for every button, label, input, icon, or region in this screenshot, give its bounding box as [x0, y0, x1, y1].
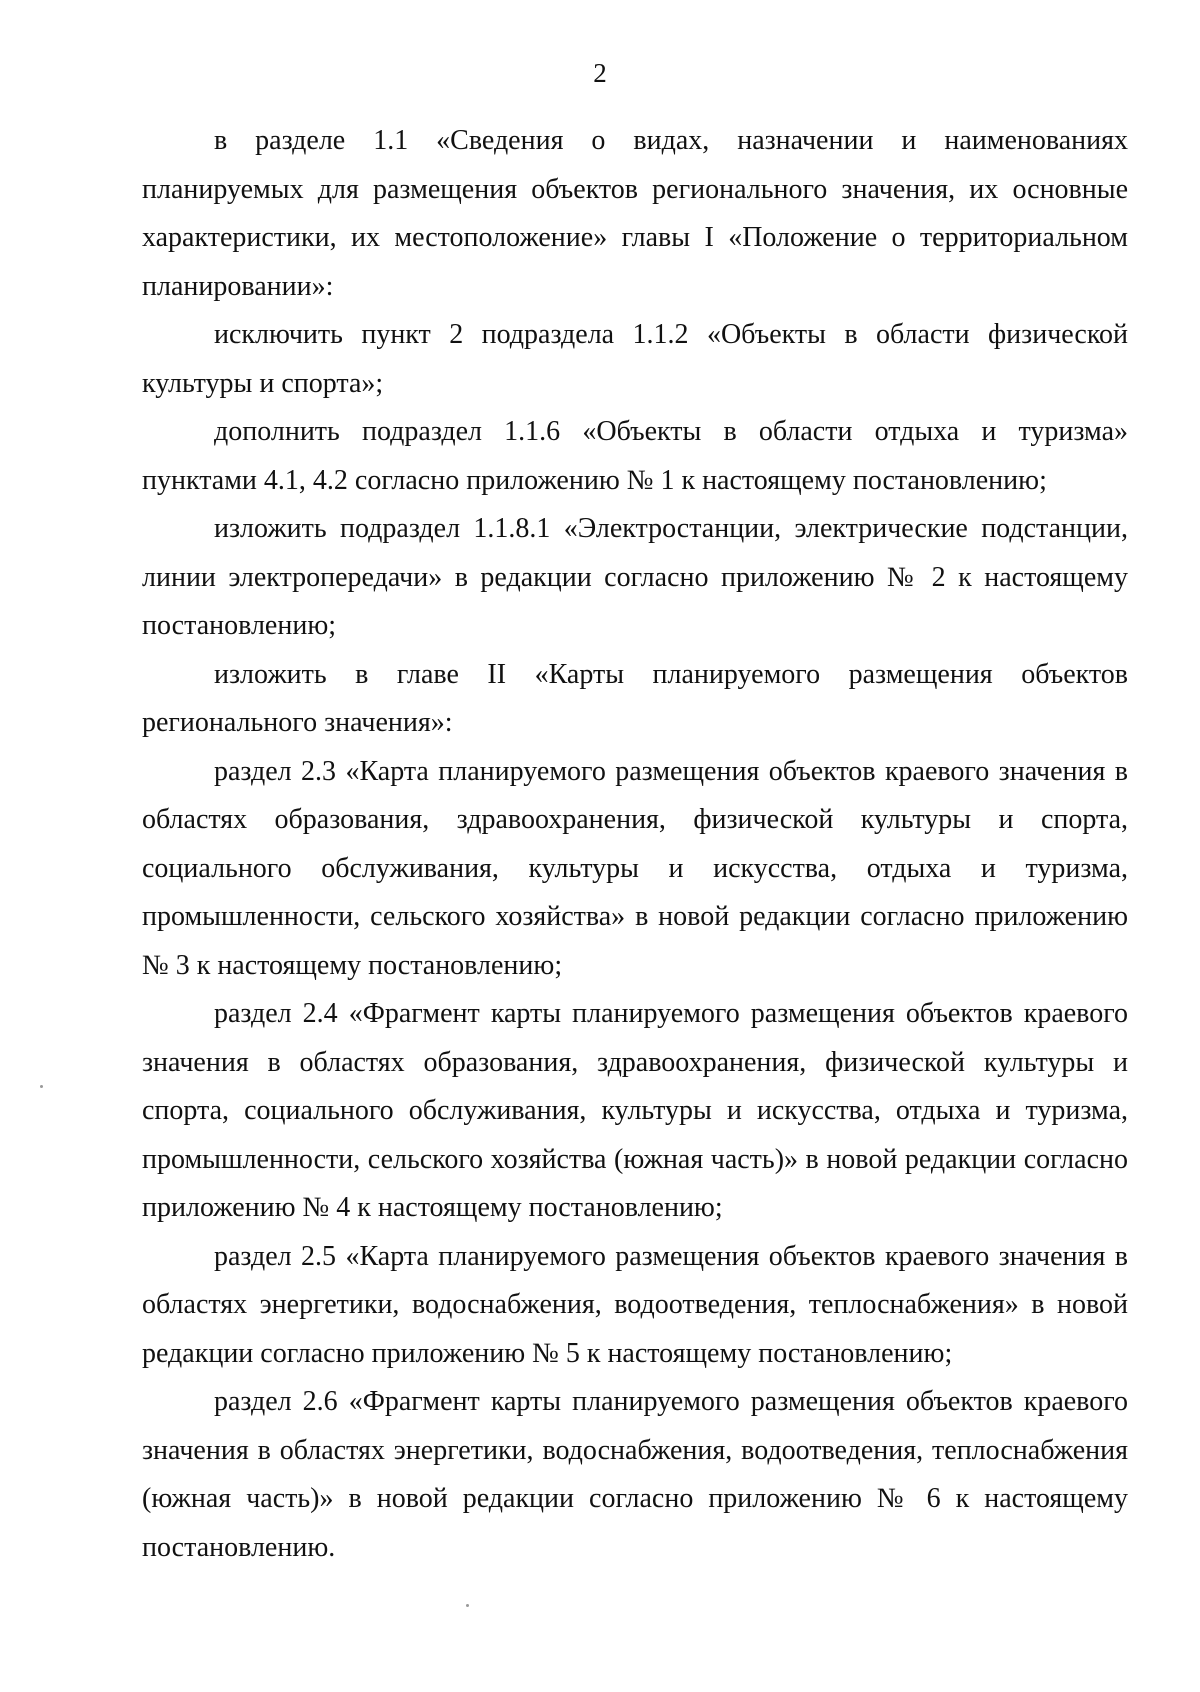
paragraph-section-2-3: раздел 2.3 «Карта планируемого размещения объектов краевого значения в областях образования, здравоохранения, физической культуры и спорта, социального обслуживания, культуры и искусства, отдыха и туризма, промышленности, сельского хозяйства» в новой редакции согласно приложению № 3 к настоящему постановлению;: [142, 755, 1128, 981]
scan-artifact-dot: [466, 1604, 469, 1607]
scan-artifact-dot: [40, 1085, 43, 1088]
paragraph-exclude-item: исключить пункт 2 подраздела 1.1.2 «Объекты в области физической культуры и спорта»;: [142, 319, 1128, 399]
paragraph-section-1-1: в разделе 1.1 «Сведения о видах, назначении и наименованиях планируемых для размещения объектов регионального значения, их основные характеристики, их местоположение» главы I «Положение о территориальном планировании»:: [142, 125, 1128, 302]
page-number: 2: [593, 58, 607, 88]
document-body: [142, 117, 1128, 1572]
paragraph-chapter-2: изложить в главе II «Карты планируемого размещения объектов регионального значения»:: [142, 658, 1128, 738]
paragraph-restate-subsection: изложить подраздел 1.1.8.1 «Электростанции, электрические подстанции, линии электропередачи» в редакции согласно приложению № 2 к настоящему постановлению;: [142, 513, 1128, 641]
paragraph-supplement-subsection: дополнить подраздел 1.1.6 «Объекты в области отдыха и туризма» пунктами 4.1, 4.2 согласно приложению № 1 к настоящему постановлению;: [142, 416, 1128, 496]
paragraph-section-2-6: раздел 2.6 «Фрагмент карты планируемого размещения объектов краевого значения в областях энергетики, водоснабжения, водоотведения, теплоснабжения (южная часть)» в новой редакции согласно приложению № 6 к настоящему постановлению.: [142, 1386, 1128, 1563]
paragraph-section-2-5: раздел 2.5 «Карта планируемого размещения объектов краевого значения в областях энергетики, водоснабжения, водоотведения, теплоснабжения» в новой редакции согласно приложению № 5 к настоящему постановлению;: [142, 1240, 1128, 1369]
paragraph-section-2-4: раздел 2.4 «Фрагмент карты планируемого размещения объектов краевого значения в областях образования, здравоохранения, физической культуры и спорта, социального обслуживания, культуры и искусства, отдыха и туризма, промышленности, сельского хозяйства (южная часть)» в новой редакции согласно приложению № 4 к настоящему постановлению;: [142, 998, 1128, 1223]
